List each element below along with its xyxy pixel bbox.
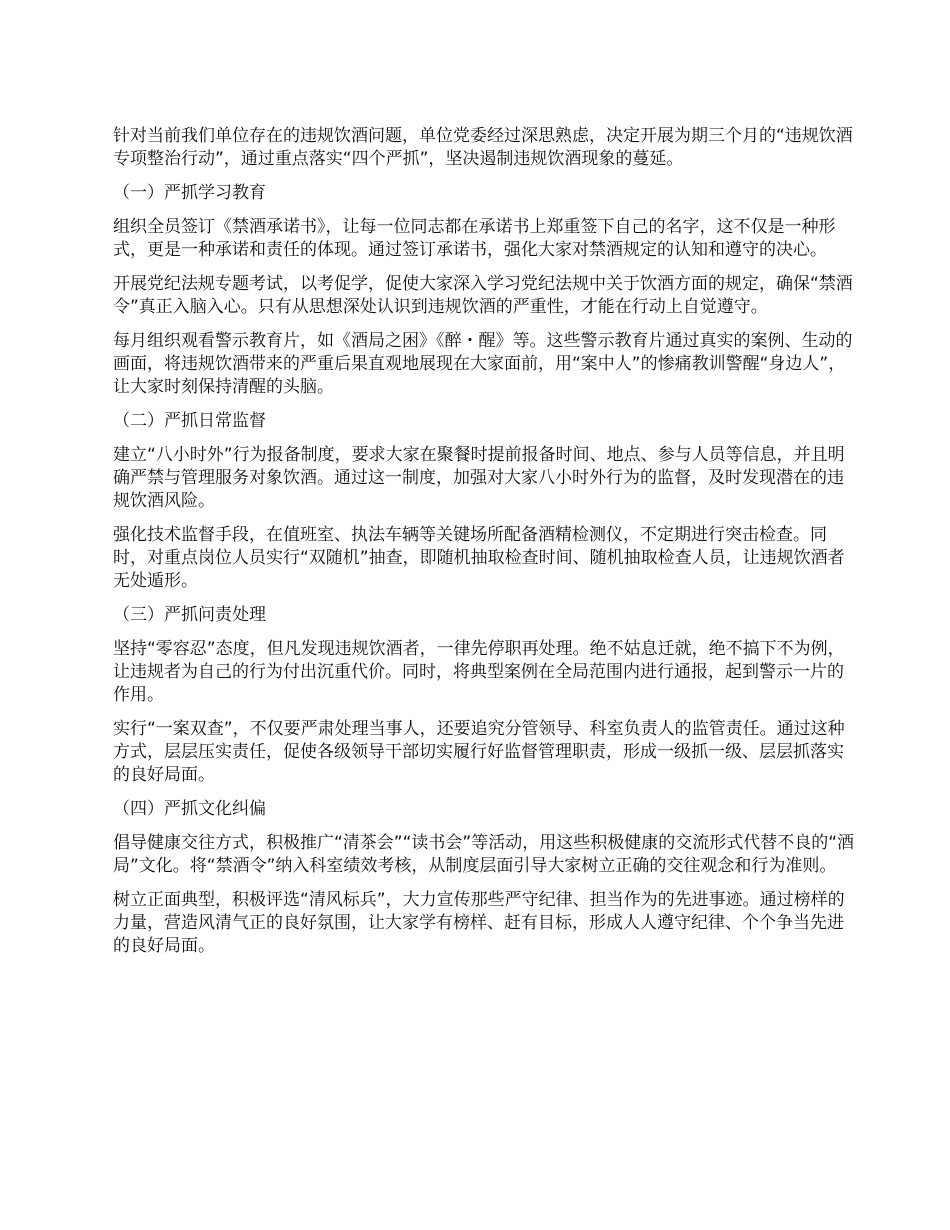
- section-accountability: [113, 604, 858, 787]
- section-heading: （一）严抓学习教育: [113, 183, 266, 203]
- paragraph: 树立正面典型，积极评选“清风标兵”，大力宣传那些严守纪律、担当作为的先进事迹。通过榜样的力量，营造风清气正的良好氛围，让大家学有榜样、赶有目标，形成人人遵守纪律、个个争当先进的良好局面。: [113, 890, 845, 956]
- intro-paragraph: 针对当前我们单位存在的违规饮酒问题，单位党委经过深思熟虑，决定开展为期三个月的“违规饮酒专项整治行动”，通过重点落实“四个严抓”，坚决遏制违规饮酒现象的蔓延。: [113, 126, 853, 169]
- section-heading: （三）严抓问责处理: [113, 605, 266, 625]
- paragraph: 每月组织观看警示教育片，如《酒局之困》《醉・醒》等。这些警示教育片通过真实的案例、生动的画面，将违规饮酒带来的严重后果直观地展现在大家面前，用“案中人”的惨痛教训警醒“身边人”，让大家时刻保持清醒的头脑。: [113, 331, 853, 397]
- section-heading: （四）严抓文化纠偏: [113, 799, 266, 819]
- section-study-education: [113, 182, 858, 399]
- section-daily-supervision: [113, 410, 858, 593]
- paragraph: 建立“八小时外”行为报备制度，要求大家在聚餐时提前报备时间、地点、参与人员等信息，并且明确严禁与管理服务对象饮酒。通过这一制度，加强对大家八小时外行为的监督，及时发现潜在的违规饮酒风险。: [113, 445, 845, 511]
- paragraph: 强化技术监督手段，在值班室、执法车辆等关键场所配备酒精检测仪，不定期进行突击检查。同时，对重点岗位人员实行“双随机”抽查，即随机抽取检查时间、随机抽取检查人员，让违规饮酒者无处遁形。: [113, 525, 845, 591]
- paragraph: 实行“一案双查”，不仅要严肃处理当事人，还要追究分管领导、科室负责人的监管责任。通过这种方式，层层压实责任，促使各级领导干部切实履行好监督管理职责，形成一级抓一级、层层抓落实的良好局面。: [113, 719, 845, 785]
- paragraph: 倡导健康交往方式，积极推广“清茶会”“读书会”等活动，用这些积极健康的交流形式代替不良的“酒局”文化。将“禁酒令”纳入科室绩效考核，从制度层面引导大家树立正确的交往观念和行为准则。: [113, 833, 855, 876]
- paragraph: 坚持“零容忍”态度，但凡发现违规饮酒者，一律先停职再处理。绝不姑息迁就，绝不搞下不为例，让违规者为自己的行为付出沉重代价。同时，将典型案例在全局范围内进行通报，起到警示一片的作用。: [113, 639, 845, 705]
- document-body: [113, 125, 858, 969]
- paragraph: 开展党纪法规专题考试，以考促学，促使大家深入学习党纪法规中关于饮酒方面的规定，确保“禁酒令”真正入脑入心。只有从思想深处认识到违规饮酒的严重性，才能在行动上自觉遵守。: [113, 274, 853, 317]
- paragraph: 组织全员签订《禁酒承诺书》，让每一位同志都在承诺书上郑重签下自己的名字，这不仅是一种形式，更是一种承诺和责任的体现。通过签订承诺书，强化大家对禁酒规定的认知和遵守的决心。: [113, 217, 836, 260]
- section-culture-correction: [113, 798, 858, 958]
- section-heading: （二）严抓日常监督: [113, 411, 266, 431]
